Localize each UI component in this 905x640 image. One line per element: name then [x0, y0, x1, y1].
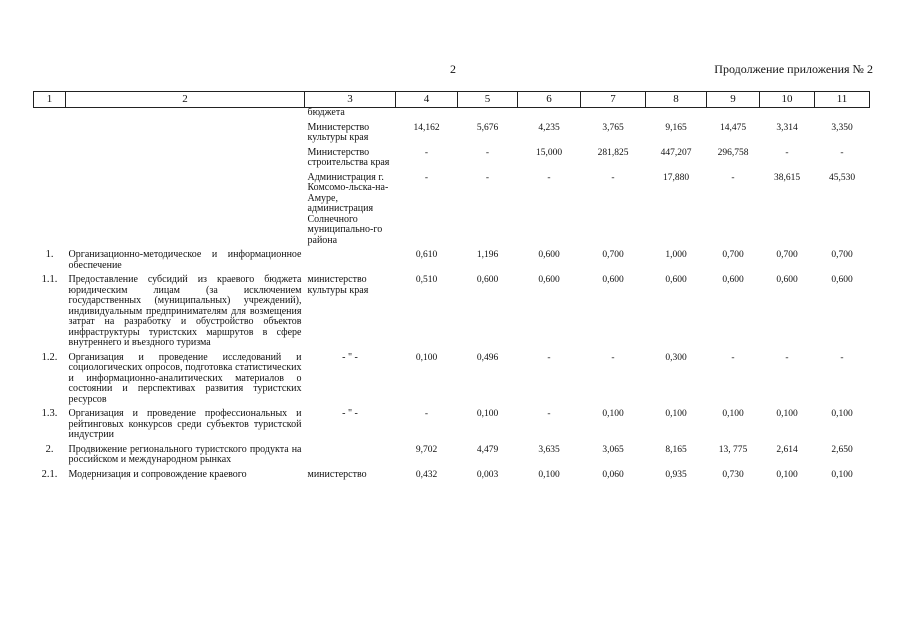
table-header	[34, 92, 870, 108]
value-cell: 1,000	[665, 250, 687, 260]
value-cell	[458, 108, 518, 123]
value-cell: 0,432	[415, 469, 438, 480]
executor: Администрация г. Комсомо-льска-на-Амуре, администрация Солнечного муниципально-го района	[307, 171, 389, 246]
value-cell: 2,614	[776, 444, 798, 455]
value-cell: -	[547, 172, 551, 183]
value-cell: 0,700	[831, 250, 853, 260]
executor: Министерство строительства края	[307, 146, 390, 168]
value-cell: 1,196	[476, 250, 499, 260]
value-cell: 281,825	[597, 147, 629, 158]
value-cell: 45,530	[828, 172, 856, 183]
value-cell	[707, 108, 760, 123]
value-cell: 0,600	[602, 275, 624, 285]
value-cell: 447,207	[660, 147, 692, 158]
value-cell: 0,600	[665, 275, 687, 285]
executor	[305, 250, 396, 275]
executor: бюджета	[307, 107, 345, 118]
table-row	[34, 409, 870, 445]
table-row	[34, 173, 870, 251]
value-cell: -	[611, 172, 615, 183]
table-row	[34, 123, 870, 148]
column-header: 5	[458, 92, 518, 108]
budget-table	[33, 91, 870, 484]
table-body	[34, 108, 870, 485]
column-header: 11	[815, 92, 870, 108]
value-cell: 0,700	[776, 250, 798, 260]
item-name	[66, 173, 305, 251]
value-cell: 296,758	[717, 147, 749, 158]
column-header: 6	[518, 92, 581, 108]
value-cell: -	[731, 172, 735, 183]
executor: - " -	[342, 408, 358, 419]
header-row	[34, 92, 870, 108]
table-row	[34, 470, 870, 485]
column-header: 7	[581, 92, 646, 108]
value-cell: 0,100	[776, 469, 798, 480]
value-cell: -	[485, 147, 490, 158]
value-cell: -	[785, 352, 789, 363]
value-cell: -	[840, 147, 844, 158]
value-cell	[581, 108, 646, 123]
value-cell: 0,700	[602, 250, 624, 260]
value-cell: 3,635	[538, 444, 560, 455]
executor: министерство	[307, 468, 367, 480]
value-cell: 8,165	[665, 444, 687, 455]
executor: - " -	[342, 351, 358, 363]
value-cell: 0,610	[415, 250, 438, 260]
value-cell: -	[485, 172, 490, 183]
value-cell: -	[731, 352, 735, 363]
column-header: 10	[760, 92, 815, 108]
value-cell: 14,162	[413, 122, 440, 133]
table-row	[34, 250, 870, 275]
item-name: Продвижение регионального туристского продукта на российском и международном рынках	[68, 443, 302, 465]
value-cell: -	[424, 172, 429, 183]
item-number: 2.	[45, 443, 54, 455]
value-cell	[646, 108, 707, 123]
value-cell: -	[547, 409, 551, 419]
value-cell	[760, 108, 815, 123]
value-cell: 14,475	[719, 122, 747, 133]
value-cell: 3,350	[831, 122, 853, 133]
value-cell: 0,100	[415, 352, 438, 363]
value-cell: 4,235	[538, 122, 560, 133]
value-cell: 0,600	[722, 275, 744, 285]
table-row	[34, 275, 870, 353]
column-header: 9	[707, 92, 760, 108]
item-name: Модернизация и сопровождение краевого	[68, 468, 247, 480]
column-header: 3	[305, 92, 396, 108]
column-header: 1	[34, 92, 66, 108]
value-cell: 0,100	[602, 409, 624, 419]
value-cell: -	[611, 352, 615, 363]
value-cell: -	[424, 147, 429, 158]
item-number	[34, 123, 66, 148]
value-cell: 0,700	[722, 250, 744, 260]
value-cell: 0,100	[722, 409, 744, 419]
value-cell: 0,003	[476, 469, 499, 480]
continuation-label: Продолжение приложения № 2	[714, 62, 873, 76]
value-cell	[815, 108, 870, 123]
value-cell: 5,676	[476, 122, 499, 133]
value-cell: 0,730	[722, 469, 744, 480]
value-cell	[518, 108, 581, 123]
value-cell: 4,479	[476, 444, 499, 455]
table-row	[34, 108, 870, 123]
item-number: 1.1.	[41, 274, 58, 285]
value-cell: 0,600	[476, 275, 499, 285]
value-cell: 0,100	[831, 469, 853, 480]
executor: Министерство культуры края	[307, 121, 370, 143]
item-number: 1.2.	[41, 351, 58, 363]
value-cell: -	[547, 352, 551, 363]
value-cell: -	[840, 352, 844, 363]
value-cell: 0,600	[831, 275, 853, 285]
value-cell: 13, 775	[718, 444, 748, 455]
item-name: Организация и проведение исследований и социологических опросов, подготовка статистических и информационно-аналитических материалов о состоянии и перспективах развития туристских ресурсов	[68, 351, 302, 405]
executor	[305, 445, 396, 470]
value-cell: 0,100	[776, 409, 798, 419]
value-cell: 17,880	[662, 172, 690, 183]
executor: министерство культуры края	[307, 274, 369, 296]
value-cell: 0,600	[776, 275, 798, 285]
value-cell: 3,765	[602, 122, 624, 133]
item-number: 1.3.	[41, 408, 58, 419]
value-cell: 0,935	[665, 469, 687, 480]
item-number	[34, 173, 66, 251]
value-cell: 9,702	[415, 444, 438, 455]
item-name	[66, 148, 305, 173]
value-cell: 3,314	[776, 122, 798, 133]
item-name: Организационно-методическое и информационное обеспечение	[68, 249, 302, 271]
value-cell: -	[424, 409, 429, 419]
item-number: 1.	[45, 249, 54, 260]
value-cell: 0,600	[538, 275, 560, 285]
table-row	[34, 353, 870, 410]
value-cell: -	[785, 147, 789, 158]
value-cell: 9,165	[665, 122, 687, 133]
value-cell: 0,510	[415, 275, 438, 285]
value-cell	[396, 108, 458, 123]
item-number: 2.1.	[41, 468, 58, 480]
column-header: 8	[646, 92, 707, 108]
item-number	[34, 148, 66, 173]
column-header: 2	[66, 92, 305, 108]
value-cell: 2,650	[831, 444, 853, 455]
table-row	[34, 148, 870, 173]
table-row	[34, 445, 870, 470]
value-cell: 3,065	[602, 444, 624, 455]
page-number: 2	[450, 62, 456, 76]
value-cell: 15,000	[535, 147, 563, 158]
value-cell: 0,100	[476, 409, 499, 419]
item-name: Предоставление субсидий из краевого бюджета юридическим лицам (за исключением государственных (муниципальных) учреждений), индивидуальным предпринимателям для возмещения затрат на разработку и обустройство объектов инфраструктуры туристских маршрутов в сфере внутреннего и въездного туризма	[68, 274, 302, 348]
value-cell: 0,600	[538, 250, 560, 260]
value-cell: 0,100	[831, 409, 853, 419]
value-cell: 0,300	[665, 352, 687, 363]
item-name	[66, 123, 305, 148]
column-header: 4	[396, 92, 458, 108]
value-cell: 0,100	[665, 409, 687, 419]
value-cell: 0,060	[602, 469, 624, 480]
value-cell: 0,100	[538, 469, 560, 480]
value-cell: 0,496	[476, 352, 499, 363]
value-cell: 38,615	[773, 172, 801, 183]
item-number	[34, 108, 66, 123]
item-name	[66, 108, 305, 123]
item-name: Организация и проведение профессиональных и рейтинговых конкурсов среди субъектов туристской индустрии	[68, 408, 302, 440]
